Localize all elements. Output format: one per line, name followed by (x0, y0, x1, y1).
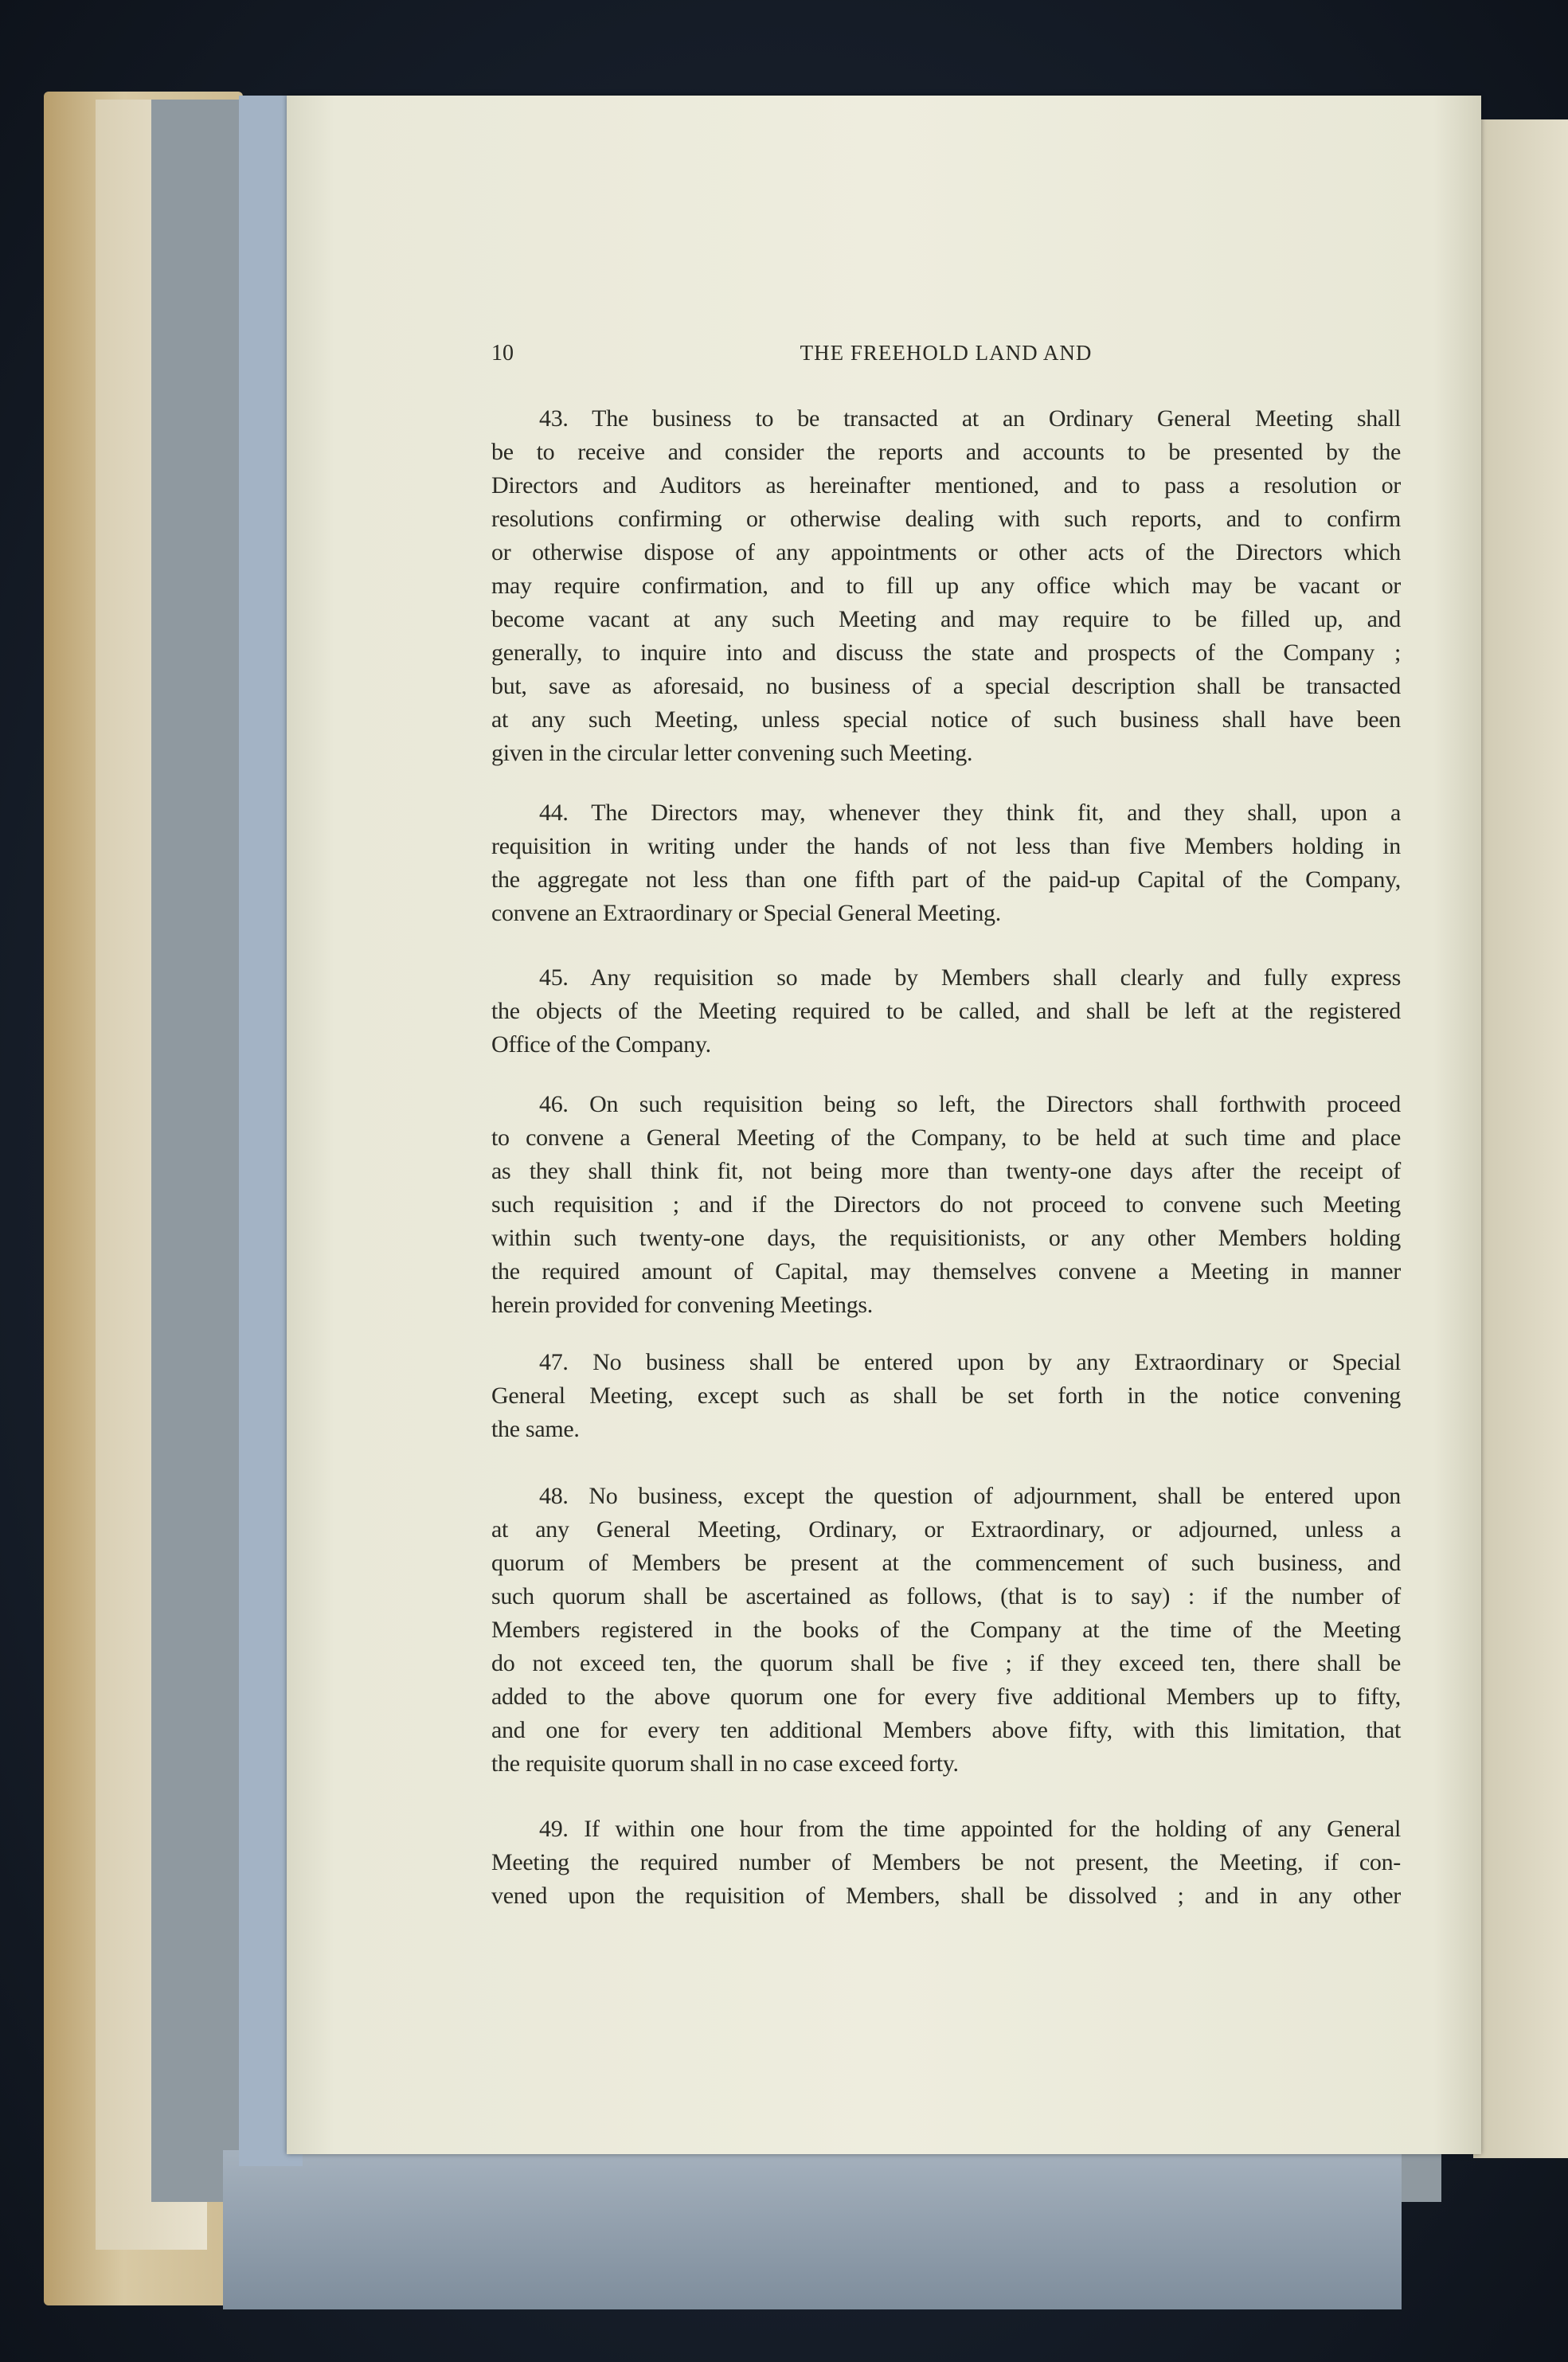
text-line: vened upon the requisition of Members, shall be dissolved ; and in any other (491, 1883, 1401, 1909)
text-line: the requisite quorum shall in no case exceed forty. (491, 1750, 959, 1777)
text-line: 43. The business to be transacted at an Ordinary General Meeting shall (539, 405, 1401, 432)
text-line: 49. If within one hour from the time appointed for the holding of any General (539, 1816, 1401, 1842)
text-line: the same. (491, 1416, 580, 1442)
text-line: the required amount of Capital, may themselves convene a Meeting in manner (491, 1258, 1401, 1285)
paragraph (491, 1480, 1401, 1781)
paragraph (491, 1088, 1401, 1322)
text-line: the aggregate not less than one fifth part of the paid-up Capital of the Company, (491, 866, 1401, 893)
text-line: 44. The Directors may, whenever they think fit, and they shall, upon a (539, 800, 1401, 826)
text-line: Office of the Company. (491, 1031, 711, 1058)
paragraph (491, 402, 1401, 770)
text-line: 45. Any requisition so made by Members shall clearly and fully express (539, 964, 1401, 991)
text-line: herein provided for convening Meetings. (491, 1292, 873, 1318)
text-line: convene an Extraordinary or Special General Meeting. (491, 900, 1001, 926)
text-line: to convene a General Meeting of the Company, to be held at such time and place (491, 1124, 1401, 1151)
paragraph (491, 1813, 1401, 1913)
text-line: such requisition ; and if the Directors do not proceed to convene such Meeting (491, 1191, 1401, 1218)
text-line: at any General Meeting, Ordinary, or Extraordinary, or adjourned, unless a (491, 1516, 1401, 1543)
text-line: within such twenty-one days, the requisitionists, or any other Members holding (491, 1225, 1401, 1251)
text-line: do not exceed ten, the quorum shall be five ; if they exceed ten, there shall be (491, 1650, 1401, 1676)
text-line: 47. No business shall be entered upon by any Extraordinary or Special (539, 1349, 1401, 1375)
text-line: as they shall think fit, not being more than twenty-one days after the receipt of (491, 1158, 1401, 1184)
paragraph (491, 1346, 1401, 1446)
text-line: may require confirmation, and to fill up any office which may be vacant or (491, 573, 1401, 599)
text-line: Members registered in the books of the Company at the time of the Meeting (491, 1617, 1401, 1643)
paragraph (491, 961, 1401, 1062)
page-number: 10 (491, 341, 514, 366)
text-line: become vacant at any such Meeting and may require to be filled up, and (491, 606, 1401, 632)
text-line: and one for every ten additional Members above fifty, with this limitation, that (491, 1717, 1401, 1743)
text-line: 46. On such requisition being so left, the Directors shall forthwith proceed (539, 1091, 1401, 1117)
text-line: Directors and Auditors as hereinafter mentioned, and to pass a resolution or (491, 472, 1401, 499)
text-line: such quorum shall be ascertained as follows, (that is to say) : if the number of (491, 1583, 1401, 1609)
text-line: General Meeting, except such as shall be set forth in the notice convening (491, 1382, 1401, 1409)
paragraph (491, 796, 1401, 930)
text-line: 48. No business, except the question of adjournment, shall be entered upon (539, 1483, 1401, 1509)
text-line: given in the circular letter convening such Meeting. (491, 740, 973, 766)
text-line: added to the above quorum one for every five additional Members up to fifty, (491, 1684, 1401, 1710)
text-line: requisition in writing under the hands of not less than five Members holding in (491, 833, 1401, 859)
text-line: the objects of the Meeting required to be called, and shall be left at the registered (491, 998, 1401, 1024)
running-header: THE FREEHOLD LAND AND (800, 341, 1093, 365)
text-line: or otherwise dispose of any appointments or other acts of the Directors which (491, 539, 1401, 565)
text-line: quorum of Members be present at the commencement of such business, and (491, 1550, 1401, 1576)
facing-page-edge (1473, 119, 1568, 2158)
bottom-page-stack (223, 2150, 1402, 2309)
text-line: resolutions confirming or otherwise dealing with such reports, and to confirm (491, 506, 1401, 532)
text-line: be to receive and consider the reports and accounts to be presented by the (491, 439, 1401, 465)
text-line: generally, to inquire into and discuss the state and prospects of the Company ; (491, 639, 1401, 666)
text-line: but, save as aforesaid, no business of a special description shall be transacted (491, 673, 1401, 699)
text-line: Meeting the required number of Members be not present, the Meeting, if con- (491, 1849, 1401, 1875)
text-line: at any such Meeting, unless special notice of such business shall have been (491, 706, 1401, 733)
